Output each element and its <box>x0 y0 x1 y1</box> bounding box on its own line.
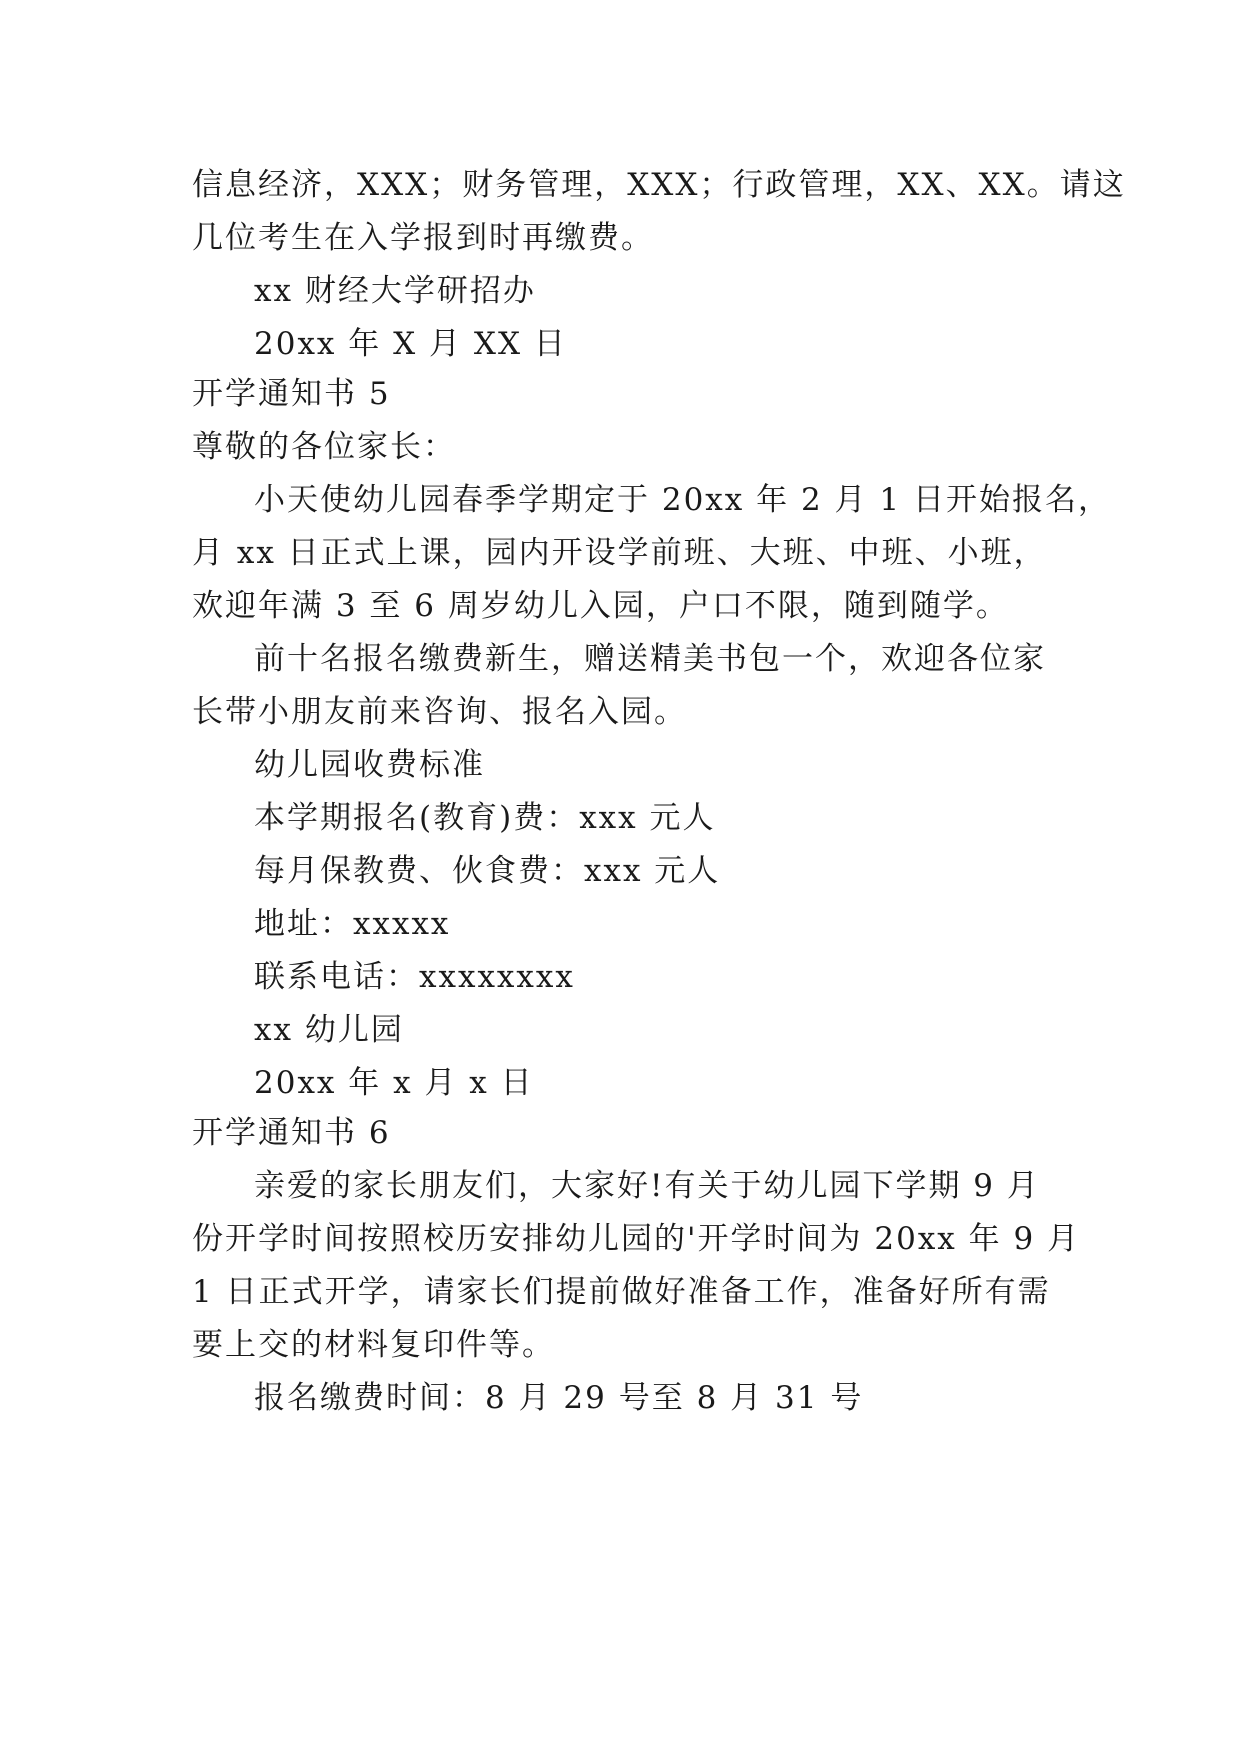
phone-line: 联系电话：xxxxxxxx <box>254 959 575 995</box>
address-line: 地址：xxxxx <box>254 906 451 942</box>
fee-heading: 幼儿园收费标准 <box>254 747 485 783</box>
signature-date: 20xx 年 x 月 x 日 <box>254 1065 534 1101</box>
paragraph-line: 亲爱的家长朋友们，大家好!有关于幼儿园下学期 9 月 <box>254 1168 1040 1204</box>
paragraph-line: 要上交的材料复印件等。 <box>192 1327 555 1363</box>
paragraph-line: 几位考生在入学报到时再缴费。 <box>192 220 654 256</box>
paragraph-line: 长带小朋友前来咨询、报名入园。 <box>192 694 687 730</box>
paragraph-line: 份开学时间按照校历安排幼儿园的'开学时间为 20xx 年 9 月 <box>192 1221 1081 1257</box>
paragraph-line: 报名缴费时间：8 月 29 号至 8 月 31 号 <box>254 1380 864 1416</box>
signature-org: xx 财经大学研招办 <box>254 273 536 309</box>
section-heading: 开学通知书 6 <box>192 1115 391 1151</box>
paragraph-line: 小天使幼儿园春季学期定于 20xx 年 2 月 1 日开始报名， <box>254 482 1111 518</box>
fee-item: 本学期报名(教育)费：xxx 元人 <box>254 800 716 836</box>
signature-org: xx 幼儿园 <box>254 1012 404 1048</box>
paragraph-line: 月 xx 日正式上课，园内开设学前班、大班、中班、小班， <box>192 535 1047 571</box>
fee-item: 每月保教费、伙食费：xxx 元人 <box>254 853 721 889</box>
paragraph-line: 欢迎年满 3 至 6 周岁幼儿入园，户口不限，随到随学。 <box>192 588 1009 624</box>
salutation: 尊敬的各位家长： <box>192 429 456 465</box>
paragraph-line: 1 日正式开学，请家长们提前做好准备工作，准备好所有需 <box>192 1274 1051 1310</box>
paragraph-line: 前十名报名缴费新生，赠送精美书包一个，欢迎各位家 <box>254 641 1046 677</box>
section-heading: 开学通知书 5 <box>192 376 391 412</box>
paragraph-line: 信息经济，XXX；财务管理，XXX；行政管理，XX、XX。请这 <box>192 167 1126 203</box>
signature-date: 20xx 年 X 月 XX 日 <box>254 326 567 362</box>
